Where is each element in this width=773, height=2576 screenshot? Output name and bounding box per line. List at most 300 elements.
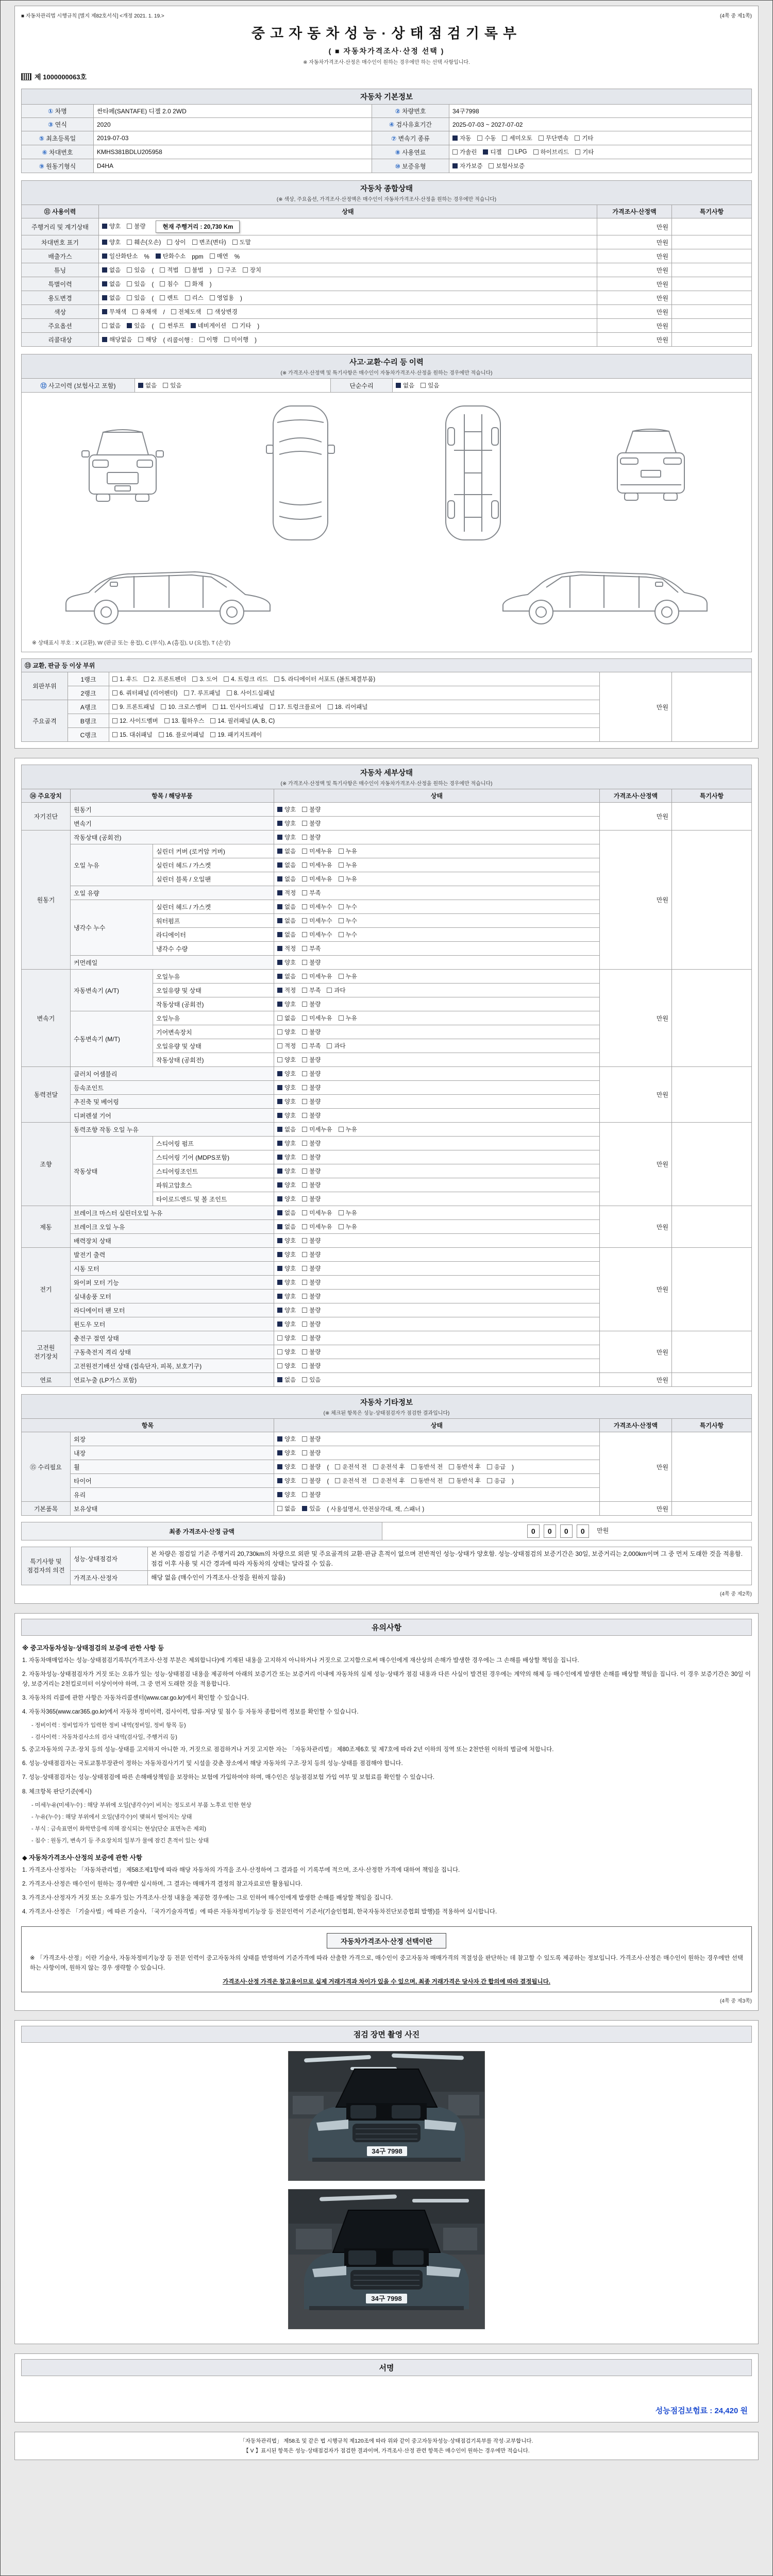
checkbox-unchecked[interactable] [185, 280, 204, 288]
checkbox-checked[interactable] [102, 252, 138, 260]
state-text: ( [327, 1465, 329, 1471]
checkbox-checked[interactable] [277, 930, 296, 939]
checkbox-icon [277, 1210, 282, 1215]
checkbox-checked[interactable] [277, 944, 296, 953]
item-label: 와이퍼 모터 기능 [71, 1276, 274, 1290]
device-label: 조향 [22, 1123, 71, 1206]
rank-label: 1랭크 [68, 672, 109, 686]
checkbox-unchecked[interactable] [302, 1167, 321, 1175]
checkbox-checked[interactable] [277, 1306, 296, 1314]
checkbox-unchecked[interactable] [270, 703, 322, 711]
checkbox-unchecked[interactable] [339, 1014, 357, 1022]
notice-subitem: - 침수 : 원동기, 변속기 등 주요장치의 일부가 물에 잠긴 흔적이 있는 상태 [31, 1837, 209, 1844]
checkbox-unchecked[interactable] [160, 294, 178, 302]
checkbox-unchecked[interactable] [184, 689, 221, 697]
checkbox-unchecked[interactable] [302, 944, 321, 953]
checkbox-checked[interactable] [277, 1278, 296, 1286]
checkbox-checked[interactable] [277, 958, 296, 967]
checkbox-unchecked[interactable] [112, 689, 178, 697]
checkbox-label: 미세누유 [309, 849, 332, 855]
state-cell [274, 1011, 600, 1025]
checkbox-unchecked[interactable] [210, 717, 275, 725]
checkbox-unchecked[interactable] [302, 833, 321, 841]
checkbox-checked[interactable] [452, 134, 471, 142]
notice-item: 5. 중고자동차의 구조·장치 등의 성능·상태를 고지하지 아니한 자, 거짓으로 점검하거나 거짓 고지한 자는 「자동차관리법」 제80조제6호 및 제7호에 따라 2년 이하의 징역 또는 2천만원 이하의 벌금에 처합니다. [22, 1747, 554, 1753]
checkbox-label: 탄화수소 [162, 253, 186, 260]
checkbox-unchecked[interactable] [339, 1223, 357, 1231]
checkbox-unchecked[interactable] [302, 1236, 321, 1245]
item-label: 내장 [71, 1446, 274, 1460]
checkbox-icon [112, 732, 117, 737]
checkbox-unchecked[interactable] [192, 238, 226, 246]
state-cell [274, 1359, 600, 1373]
checkbox-checked[interactable] [102, 266, 121, 274]
checkbox-checked[interactable] [277, 1435, 296, 1443]
checkbox-unchecked[interactable] [213, 703, 264, 711]
checkbox-unchecked[interactable] [339, 1125, 357, 1133]
checkbox-unchecked[interactable] [373, 1477, 405, 1485]
remark-cell [672, 970, 752, 1067]
checkbox-unchecked[interactable] [112, 731, 153, 739]
checkbox-checked[interactable] [396, 381, 414, 389]
checkbox-label: 불량 [134, 224, 146, 230]
checkbox-unchecked[interactable] [411, 1463, 443, 1471]
checkbox-unchecked[interactable] [502, 134, 532, 142]
checkbox-icon [302, 1377, 307, 1382]
checkbox-unchecked[interactable] [127, 266, 145, 274]
checkbox-checked[interactable] [277, 1209, 296, 1217]
checkbox-checked[interactable] [277, 1167, 296, 1175]
checkbox-unchecked[interactable] [232, 321, 251, 330]
checkbox-unchecked[interactable] [302, 1042, 321, 1050]
checkbox-unchecked[interactable] [302, 1334, 321, 1342]
checkbox-unchecked[interactable] [164, 717, 205, 725]
checkbox-icon [277, 876, 282, 882]
checkbox-unchecked[interactable] [302, 1125, 332, 1133]
checkbox-unchecked[interactable] [339, 1209, 357, 1217]
checkbox-unchecked[interactable] [302, 1097, 321, 1106]
state-cell [274, 1192, 600, 1206]
checkbox-unchecked[interactable] [277, 1362, 296, 1370]
checkbox-checked[interactable] [277, 1250, 296, 1259]
checkbox-checked[interactable] [102, 308, 126, 316]
checkbox-checked[interactable] [156, 252, 186, 260]
checkbox-checked[interactable] [483, 148, 501, 156]
checkbox-unchecked[interactable] [302, 1435, 321, 1443]
checkbox-icon [227, 690, 232, 696]
device-label: 기본품목 [22, 1502, 71, 1516]
checkbox-unchecked[interactable] [302, 1449, 321, 1457]
checkbox-unchecked[interactable] [302, 986, 321, 994]
checkbox-checked[interactable] [277, 1000, 296, 1008]
panel-footer [14, 2432, 759, 2460]
checkbox-unchecked[interactable] [224, 675, 268, 683]
table-row [22, 1502, 752, 1516]
checkbox-unchecked[interactable] [327, 986, 345, 994]
state-text: ( [152, 324, 154, 330]
checkbox-label: 부족 [309, 988, 321, 994]
checkbox-unchecked[interactable] [302, 1153, 321, 1161]
checkbox-unchecked[interactable] [199, 335, 218, 344]
checkbox-icon [243, 267, 248, 273]
checkbox-checked[interactable] [277, 1463, 296, 1471]
checkbox-label: 매연 [216, 253, 228, 260]
checkbox-unchecked[interactable] [302, 1264, 321, 1273]
checkbox-checked[interactable] [277, 972, 296, 980]
checkbox-checked[interactable] [277, 986, 296, 994]
section-title-text: 자동차 세부상태 [360, 769, 413, 777]
checkbox-unchecked[interactable] [302, 1348, 321, 1356]
checkbox-unchecked[interactable] [302, 1195, 321, 1203]
checkbox-label: 9. 프론트패널 [120, 704, 155, 710]
checkbox-unchecked[interactable] [487, 1463, 506, 1471]
accident-history-table [21, 378, 752, 393]
checkbox-label: 침수 [167, 281, 179, 287]
checkbox-checked[interactable] [277, 1490, 296, 1499]
checkbox-icon [339, 974, 344, 979]
price-cell: 만원 [597, 218, 672, 235]
checkbox-unchecked[interactable] [210, 731, 262, 739]
item-label: 수동변속기 (M/T) [71, 1011, 153, 1067]
checkbox-label: 불량 [309, 1349, 321, 1355]
checkbox-unchecked[interactable] [302, 1477, 321, 1485]
checkbox-checked[interactable] [277, 1264, 296, 1273]
checkbox-unchecked[interactable] [339, 847, 357, 855]
checkbox-icon [339, 1210, 344, 1215]
checkbox-unchecked[interactable] [302, 1278, 321, 1286]
checkbox-checked[interactable] [277, 903, 296, 911]
checkbox-icon [277, 1436, 282, 1442]
checkbox-checked[interactable] [277, 917, 296, 925]
checkbox-unchecked[interactable] [210, 294, 234, 302]
checkbox-unchecked[interactable] [302, 889, 321, 897]
checkbox-unchecked[interactable] [127, 238, 161, 246]
checkbox-icon [302, 1492, 307, 1497]
checkbox-checked[interactable] [277, 1111, 296, 1120]
checkbox-unchecked[interactable] [302, 1083, 321, 1092]
checkbox-icon [277, 1029, 282, 1035]
checkbox-unchecked[interactable] [302, 1056, 321, 1064]
rank-label: B랭크 [68, 714, 109, 728]
photos-area [21, 2051, 752, 2329]
checkbox-unchecked[interactable] [575, 148, 594, 156]
checkbox-unchecked[interactable] [277, 1056, 296, 1064]
checkbox-icon [277, 1377, 282, 1382]
checkbox-icon [161, 704, 166, 709]
price-cell: 만원 [600, 1067, 672, 1123]
checkbox-unchecked[interactable] [207, 308, 237, 316]
checkbox-unchecked[interactable] [328, 703, 368, 711]
checkbox-label: 리스 [192, 295, 204, 301]
checkbox-unchecked[interactable] [533, 148, 569, 156]
checkbox-unchecked[interactable] [449, 1463, 481, 1471]
checkbox-label: 양호 [109, 240, 121, 246]
checkbox-checked[interactable] [277, 1181, 296, 1189]
notice-section-heading: ◆ 자동차가격조사·산정의 보증에 관한 사항 [22, 1854, 142, 1861]
checkbox-icon [302, 918, 307, 923]
checkbox-unchecked[interactable] [161, 703, 207, 711]
checkbox-unchecked[interactable] [192, 675, 217, 683]
checkbox-unchecked[interactable] [132, 308, 157, 316]
device-label: 변속기 [22, 970, 71, 1067]
state-cell [99, 218, 597, 235]
checkbox-unchecked[interactable] [339, 972, 357, 980]
field-number: ⑧ [395, 148, 400, 156]
checkbox-checked[interactable] [277, 1153, 296, 1161]
checkbox-unchecked[interactable] [302, 1000, 321, 1008]
state-cell [274, 1206, 600, 1220]
checkbox-unchecked[interactable] [302, 875, 332, 883]
barcode-icon [21, 73, 31, 80]
checkbox-unchecked[interactable] [127, 294, 145, 302]
checkbox-unchecked[interactable] [185, 294, 204, 302]
checkbox-label: 불량 [309, 1266, 321, 1272]
device-label: ⑮ 수리필요 [22, 1432, 71, 1502]
checkbox-unchecked[interactable] [171, 308, 201, 316]
checkbox-checked[interactable] [277, 889, 296, 897]
checkbox-icon [277, 1015, 282, 1021]
checkbox-icon [156, 253, 161, 259]
checkbox-unchecked[interactable] [335, 1477, 367, 1485]
checkbox-checked[interactable] [102, 335, 132, 344]
checkbox-unchecked[interactable] [327, 1042, 345, 1050]
checkbox-unchecked[interactable] [277, 1348, 296, 1356]
checkbox-unchecked[interactable] [302, 1139, 321, 1147]
subitem-label: 파워고압호스 [153, 1178, 274, 1192]
checkbox-unchecked[interactable] [112, 675, 138, 683]
checkbox-label: 운전석 후 [380, 1478, 405, 1484]
row-label: 특별이력 [22, 277, 99, 291]
checkbox-unchecked[interactable] [277, 1014, 296, 1022]
checkbox-checked[interactable] [277, 1477, 296, 1485]
checkbox-unchecked[interactable] [302, 1111, 321, 1120]
checkbox-label: 없음 [284, 1127, 296, 1133]
checkbox-unchecked[interactable] [302, 1320, 321, 1328]
checkbox-unchecked[interactable] [167, 238, 186, 246]
checkbox-checked[interactable] [277, 861, 296, 869]
remark-cell [672, 249, 752, 263]
checkbox-icon [210, 253, 215, 259]
checkbox-checked[interactable] [277, 1292, 296, 1300]
checkbox-checked[interactable] [277, 1097, 296, 1106]
current-mileage-box: 현재 주행거리 : 20,730 Km [156, 221, 240, 233]
checkbox-icon [339, 1224, 344, 1229]
checkbox-unchecked[interactable] [112, 703, 155, 711]
checkbox-icon [277, 1113, 282, 1118]
checkbox-unchecked[interactable] [302, 917, 332, 925]
checkbox-unchecked[interactable] [302, 1362, 321, 1370]
checkbox-checked[interactable] [277, 833, 296, 841]
checkbox-unchecked[interactable] [127, 280, 145, 288]
checkbox-unchecked[interactable] [452, 148, 477, 156]
checkbox-icon [327, 1043, 332, 1048]
field-value [449, 159, 752, 173]
checkbox-checked[interactable] [102, 238, 121, 246]
state-text: ) [512, 1479, 514, 1485]
checkbox-unchecked[interactable] [160, 266, 178, 274]
checkbox-unchecked[interactable] [243, 266, 261, 274]
checkbox-checked[interactable] [277, 847, 296, 855]
checkbox-unchecked[interactable] [302, 1292, 321, 1300]
checkbox-icon [533, 149, 539, 155]
checkbox-checked[interactable] [277, 1125, 296, 1133]
checkbox-label: 기타 [582, 149, 594, 156]
checkbox-unchecked[interactable] [302, 861, 332, 869]
checkbox-unchecked[interactable] [277, 1042, 296, 1050]
checkbox-icon [102, 337, 107, 342]
checkbox-unchecked[interactable] [144, 675, 186, 683]
state-cell [274, 1488, 600, 1502]
checkbox-icon [277, 862, 282, 868]
checkbox-checked[interactable] [277, 1195, 296, 1203]
checkbox-checked[interactable] [277, 1070, 296, 1078]
checkbox-icon [277, 1478, 282, 1483]
checkbox-icon [213, 704, 218, 709]
checkbox-checked[interactable] [277, 1083, 296, 1092]
checkbox-unchecked[interactable] [302, 930, 332, 939]
state-cell [274, 1095, 600, 1109]
checkbox-unchecked[interactable] [218, 266, 237, 274]
state-cell [274, 1317, 600, 1331]
checkbox-unchecked[interactable] [339, 903, 357, 911]
checkbox-unchecked[interactable] [302, 1070, 321, 1078]
state-cell [274, 1053, 600, 1067]
checkbox-unchecked[interactable] [302, 972, 332, 980]
checkbox-label: 디젤 [490, 149, 502, 156]
checkbox-checked[interactable] [102, 294, 121, 302]
checkbox-unchecked[interactable] [224, 335, 248, 344]
checkbox-unchecked[interactable] [160, 321, 184, 330]
checkbox-checked[interactable] [102, 280, 121, 288]
notice-item: 7. 성능·상태점검자는 성능·상태점검에 따른 손해배상책임을 보장하는 보험에 가입하여야 하며, 매수인은 성능점검보험 가입 여부 및 보험료를 확인할 수 있습니다. [22, 1774, 435, 1781]
checkbox-unchecked[interactable] [302, 1490, 321, 1499]
checkbox-checked[interactable] [277, 805, 296, 814]
checkbox-unchecked[interactable] [335, 1463, 367, 1471]
checkbox-icon [373, 1464, 378, 1469]
field-label: ⑥ 차대번호 [22, 145, 94, 159]
checkbox-unchecked[interactable] [539, 134, 568, 142]
checkbox-icon [339, 932, 344, 937]
checkbox-label: 있음 [134, 267, 146, 274]
checkbox-label: 불량 [309, 1113, 321, 1119]
checkbox-unchecked[interactable] [277, 1028, 296, 1036]
checkbox-checked[interactable] [102, 222, 121, 230]
checkbox-unchecked[interactable] [227, 689, 275, 697]
checkbox-label: 양호 [284, 1294, 296, 1300]
checkbox-unchecked[interactable] [302, 1014, 332, 1022]
state-cell [99, 305, 597, 319]
checkbox-unchecked[interactable] [449, 1477, 481, 1485]
checkbox-unchecked[interactable] [163, 381, 181, 389]
checkbox-checked[interactable] [302, 1504, 321, 1513]
checkbox-unchecked[interactable] [339, 875, 357, 883]
checkbox-unchecked[interactable] [302, 819, 321, 827]
checkbox-checked[interactable] [277, 1376, 296, 1384]
checkbox-checked[interactable] [277, 1449, 296, 1457]
checkbox-icon [112, 718, 117, 723]
checkbox-checked[interactable] [138, 381, 157, 389]
checkbox-unchecked[interactable] [159, 731, 205, 739]
price-digit-boxes [525, 1527, 591, 1534]
checkbox-unchecked[interactable] [277, 1504, 296, 1513]
checkbox-unchecked[interactable] [302, 958, 321, 967]
checkbox-unchecked[interactable] [127, 222, 145, 230]
checkbox-unchecked[interactable] [302, 1463, 321, 1471]
checkbox-unchecked[interactable] [575, 134, 593, 142]
checkbox-unchecked[interactable] [339, 930, 357, 939]
checkbox-unchecked[interactable] [487, 1477, 506, 1485]
checkbox-unchecked[interactable] [210, 252, 228, 260]
checkbox-unchecked[interactable] [339, 917, 357, 925]
checkbox-unchecked[interactable] [302, 903, 332, 911]
checkbox-checked[interactable] [277, 1139, 296, 1147]
checkbox-checked[interactable] [127, 321, 145, 330]
checkbox-label: 양호 [284, 1085, 296, 1091]
checkbox-unchecked[interactable] [302, 1209, 332, 1217]
checkbox-unchecked[interactable] [302, 1223, 332, 1231]
checkbox-unchecked[interactable] [138, 335, 157, 344]
section-note: (※ 가격조사·산정액 및 특기사항은 매수인이 자동차가격조사·산정을 원하는 경우에만 적습니다) [280, 370, 493, 376]
checkbox-icon [302, 1168, 307, 1174]
checkbox-label: 응급 [494, 1478, 506, 1484]
field-number: ① [48, 108, 54, 115]
checkbox-unchecked[interactable] [302, 1376, 321, 1384]
checkbox-label: 없음 [109, 281, 121, 287]
checkbox-label: 양호 [284, 1113, 296, 1119]
checkbox-unchecked[interactable] [160, 280, 178, 288]
checkbox-unchecked[interactable] [489, 162, 525, 170]
state-cell [274, 1025, 600, 1039]
checkbox-unchecked[interactable] [421, 381, 439, 389]
car-front-diagram [79, 414, 166, 532]
checkbox-unchecked[interactable] [302, 805, 321, 814]
checkbox-checked[interactable] [277, 1320, 296, 1328]
section-title-text: 자동차 기본정보 [360, 93, 413, 101]
checkbox-unchecked[interactable] [274, 675, 375, 683]
price-cell: 만원 [600, 1331, 672, 1373]
checkbox-unchecked[interactable] [373, 1463, 405, 1471]
car-rear-diagram [607, 414, 695, 532]
checkbox-checked[interactable] [277, 1223, 296, 1231]
checkbox-checked[interactable] [277, 1236, 296, 1245]
checkbox-checked[interactable] [277, 875, 296, 883]
checkbox-unchecked[interactable] [339, 861, 357, 869]
checkbox-label: 불량 [309, 1363, 321, 1369]
checkbox-icon [302, 835, 307, 840]
checkbox-unchecked[interactable] [302, 1250, 321, 1259]
checkbox-unchecked[interactable] [302, 1306, 321, 1314]
checkbox-checked[interactable] [452, 162, 482, 170]
checkbox-unchecked[interactable] [477, 134, 496, 142]
checkbox-unchecked[interactable] [112, 717, 158, 725]
field-value: KMHS381BDLU205958 [94, 145, 372, 159]
checkbox-unchecked[interactable] [232, 238, 251, 246]
checkbox-unchecked[interactable] [102, 321, 121, 330]
checkbox-unchecked[interactable] [185, 266, 204, 274]
checkbox-unchecked[interactable] [302, 1028, 321, 1036]
checkbox-unchecked[interactable] [277, 1334, 296, 1342]
checkbox-unchecked[interactable] [508, 149, 527, 155]
checkbox-unchecked[interactable] [302, 1181, 321, 1189]
checkbox-checked[interactable] [191, 321, 227, 330]
checkbox-unchecked[interactable] [302, 847, 332, 855]
field-label: ⑨ 원동기형식 [22, 159, 94, 173]
checkbox-label: 누유 [345, 1015, 357, 1022]
checkbox-checked[interactable] [277, 819, 296, 827]
checkbox-label: 해당없음 [109, 337, 132, 343]
checkbox-unchecked[interactable] [411, 1477, 443, 1485]
checkbox-icon [302, 1210, 307, 1215]
